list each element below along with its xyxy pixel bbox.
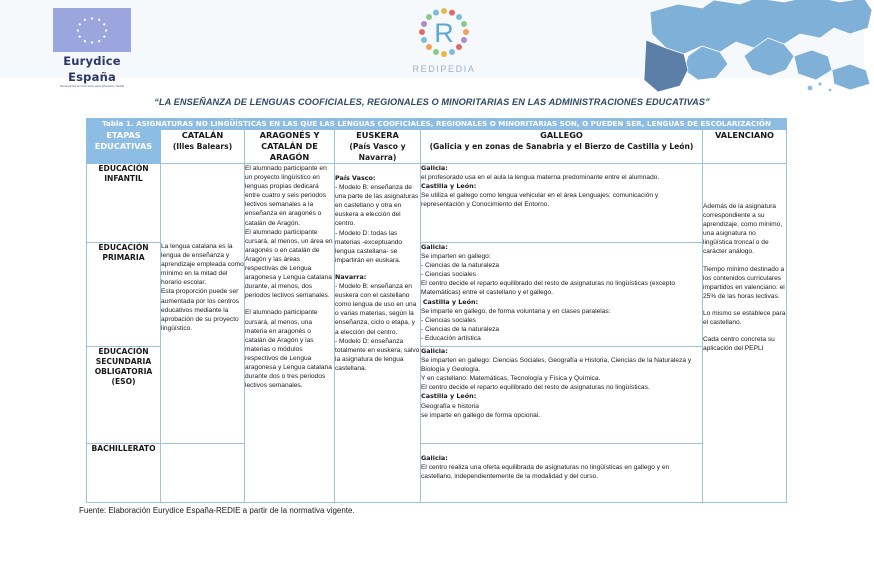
column-header-euskera <box>335 130 421 164</box>
gallego-primaria-p2: - Ciencias de la naturaleza <box>421 262 500 270</box>
svg-text:R: R <box>434 18 454 48</box>
stage-primaria-line2: PRIMARIA <box>102 253 145 262</box>
valenciano-p4: Cada centro concreta su aplicación del PEPLI <box>703 336 775 353</box>
gallego-primaria-p8: - Educación artística <box>421 334 481 342</box>
valenciano-p3: Lo mismo se establece para el castellano. <box>703 309 786 327</box>
stage-eso-line2: SECUNDARIA <box>95 357 152 366</box>
page-banner <box>0 0 864 88</box>
gallego-primaria-p5: Se imparte en gallego, de forma voluntaria y en clases paralelas: <box>421 307 611 315</box>
aragones-header-line3: ARAGÓN <box>269 152 310 162</box>
languages-table <box>86 118 787 503</box>
cell-euskera <box>335 164 421 503</box>
valenciano-p1: Además de la asignatura correspondiente a su aprendizaje, como mínimo, una asignatura no lingüística troncal o de carácter análogo. <box>703 203 783 256</box>
gallego-infantil-p1: el profesorado usa en el aula la lengua materna predominante entre el alumnado. <box>421 174 660 182</box>
gallego-primaria-p4: El centro decide el reparto equilibrado del resto de asignaturas no lingüísticas (excepto Matemáticas) entre el castellano y el gallego. <box>421 280 676 297</box>
cell-gallego-infantil <box>421 164 703 243</box>
catalan-p2: Esta proporción puede ser aumentada por los centros educativos mediante la aprobación de su proyecto lingüístico. <box>161 288 240 332</box>
gallego-primaria-p6: - Ciencias sociales <box>421 316 476 324</box>
cell-gallego-bachillerato <box>421 444 703 503</box>
column-header-stages <box>87 130 161 164</box>
stage-cell-bachillerato <box>87 444 161 503</box>
euskera-header-sub1: (País Vasco y <box>349 142 406 151</box>
valenciano-header-title: VALENCIANO <box>715 130 775 140</box>
stage-eso-line3: OBLIGATORIA <box>94 367 153 376</box>
eurydice-logo <box>44 8 140 89</box>
gallego-primaria-h2: Castilla y León: <box>422 297 479 306</box>
gallego-eso-p5: se imparte en gallego de forma opcional. <box>421 411 541 419</box>
cell-gallego-primaria <box>421 243 703 347</box>
euskera-p1: - Modelo B: enseñanza de una parte de las asignaturas en castellano y otra en euskera a elección del centro. <box>335 184 419 228</box>
euskera-p4: - Modelo D: enseñanza totalmente en euskera, salvo la asignatura de lengua castellana. <box>335 337 420 372</box>
gallego-primaria-p7: - Ciencias de la naturaleza <box>421 325 500 333</box>
catalan-p1: La lengua catalana es la lengua de enseñanza y aprendizaje empleada como mínimo en la mitad del horario escolar. <box>161 243 244 287</box>
stages-header-line2: EDUCATIVAS <box>94 141 153 151</box>
stage-cell-primaria <box>87 243 161 347</box>
euskera-header-sub2: Navarra) <box>358 153 397 162</box>
page-title: “LA ENSEÑANZA DE LENGUAS COOFICIALES, REGIONALES O MINORITARIAS EN LAS ADMINISTRACIONES EDUCATIVAS” <box>154 97 710 107</box>
gallego-primaria-p1: Se imparten en gallego: <box>421 253 491 261</box>
table-caption: Tabla 1. ASIGNATURAS NO LINGÜÍSTICAS EN LAS QUE LAS LENGUAS COOFICIALES, REGIONALES O MINORITARIAS SON, O PUEDEN SER, LENGUAS DE ESCOLARIZACIÓN <box>87 119 787 130</box>
gallego-infantil-p2: Se utiliza el gallego como lengua vehicular en el área Lenguajes: comunicación y representación y Conocimiento del Entorno. <box>421 192 659 209</box>
stage-bachillerato-line1: BACHILLERATO <box>91 444 156 453</box>
aragones-p1: El alumnado participante en un proyecto lingüístico en lenguas propias dedicará entre cuatro y seis periodos lectivos semanales a la enseñanza en aragonés o catalán de Aragón. <box>245 165 327 227</box>
aragones-p3: El alumnado participante cursará, al menos, una materia en aragonés o catalán de Aragón y las materias o módulos respectivos de Lengua aragonesa y Lengua catalana durante dos o tres periodos lectivos semanales. <box>245 309 332 390</box>
stage-primaria-line1: EDUCACIÓN <box>98 243 149 252</box>
table-header-row <box>87 130 787 164</box>
gallego-eso-p2: Y en castellano: Matemáticas, Tecnología y Física y Química. <box>421 375 601 383</box>
valenciano-p2: Tiempo mínimo destinado a los contenidos curriculares impartidos en valenciano: el 25% de las horas lectivas. <box>703 265 785 300</box>
gallego-eso-p4: Geografía e historia <box>421 402 479 410</box>
stage-cell-eso <box>87 347 161 444</box>
column-header-gallego <box>421 130 703 164</box>
cell-valenciano <box>703 164 787 503</box>
euskera-p2: - Modelo D: todas las materias -exceptuando lengua castellana- se impartirán en euskara. <box>335 229 403 264</box>
source-note: Fuente: Elaboración Eurydice España-REDIE a partir de la normativa vigente. <box>79 506 355 515</box>
eurydice-name-line1: Eurydice <box>63 54 121 68</box>
aragones-header-line2: CATALÁN DE <box>261 141 318 151</box>
stage-infantil-line2: INFANTIL <box>104 174 143 183</box>
gallego-bach-h1: Galicia: <box>421 454 448 462</box>
cell-catalan <box>161 164 245 444</box>
table-row <box>87 164 787 243</box>
gallego-primaria-p3: - Ciencias sociales <box>421 271 476 279</box>
euskera-h1: País Vasco: <box>335 174 376 182</box>
gallego-infantil-h2: Castilla y León: <box>421 182 477 191</box>
euskera-h2: Navarra: <box>335 272 367 281</box>
catalan-header-sub: (Illes Balears) <box>172 142 233 151</box>
gallego-bach-p1: El centro realiza una oferta equilibrada de asignaturas no lingüísticas en gallego y en castellano, independientemente de la modalidad y del curso. <box>421 464 670 481</box>
table-container <box>86 118 786 503</box>
gallego-primaria-h1: Galicia: <box>421 243 448 251</box>
stages-header-line1: ETAPAS <box>106 130 141 140</box>
gallego-eso-p1: Se imparten en gallego: Ciencias Sociales, Geografía e Historia, Ciencias de la Naturaleza y Biología y Geología. <box>421 357 692 374</box>
stage-eso-line1: EDUCACIÓN <box>98 347 149 356</box>
stage-eso-line4: (ESO) <box>111 377 136 386</box>
catalan-header-title: CATALÁN <box>181 130 224 140</box>
stage-cell-infantil <box>87 164 161 243</box>
gallego-infantil-h1: Galicia: <box>421 164 448 172</box>
europe-map-icon <box>644 0 874 94</box>
gallego-header-sub: (Galicia y en zonas de Sanabria y el Bierzo de Castilla y León) <box>429 142 694 151</box>
table-row <box>87 444 787 503</box>
stage-infantil-line1: EDUCACIÓN <box>98 164 149 173</box>
gallego-header-title: GALLEGO <box>540 130 583 140</box>
gallego-eso-p3: El centro decide el reparto equilibrado del resto de asignaturas no lingüísticas. <box>421 384 650 392</box>
column-header-catalan <box>161 130 245 164</box>
aragones-header-line1: ARAGONÉS Y <box>259 130 320 140</box>
column-header-valenciano <box>703 130 787 164</box>
cell-aragones <box>245 164 335 503</box>
cell-catalan-bachillerato <box>161 444 245 503</box>
column-header-aragones <box>245 130 335 164</box>
eurydice-subtitle: Red Española de Información sobre Educación / REDIE <box>59 85 125 88</box>
cell-gallego-eso <box>421 347 703 444</box>
table-caption-row <box>87 119 787 130</box>
eu-flag-icon <box>53 8 131 52</box>
gallego-eso-h2: Castilla y León: <box>421 392 477 401</box>
euskera-p3: - Modelo B: enseñanza en euskera con el castellano como lengua de uso en una o varias materias, según la enseñanza, ciclo o etapa, y a elección del centro. <box>335 283 417 336</box>
eurydice-name-line2: España <box>68 69 116 84</box>
gallego-eso-h1: Galicia: <box>421 347 448 355</box>
people-ring-icon <box>415 5 473 63</box>
redipedia-wordmark: REDIPEDIA <box>412 64 476 74</box>
redipedia-logo <box>398 5 490 74</box>
aragones-p2: El alumnado participante cursará, al menos, un área en aragonés o en catalán de Aragón y las áreas respectivas de Lengua aragonesa y Lengua catalana durante, al menos, dos periodos lectivos semanales. <box>245 228 333 300</box>
euskera-header-title: EUSKERA <box>356 130 399 140</box>
